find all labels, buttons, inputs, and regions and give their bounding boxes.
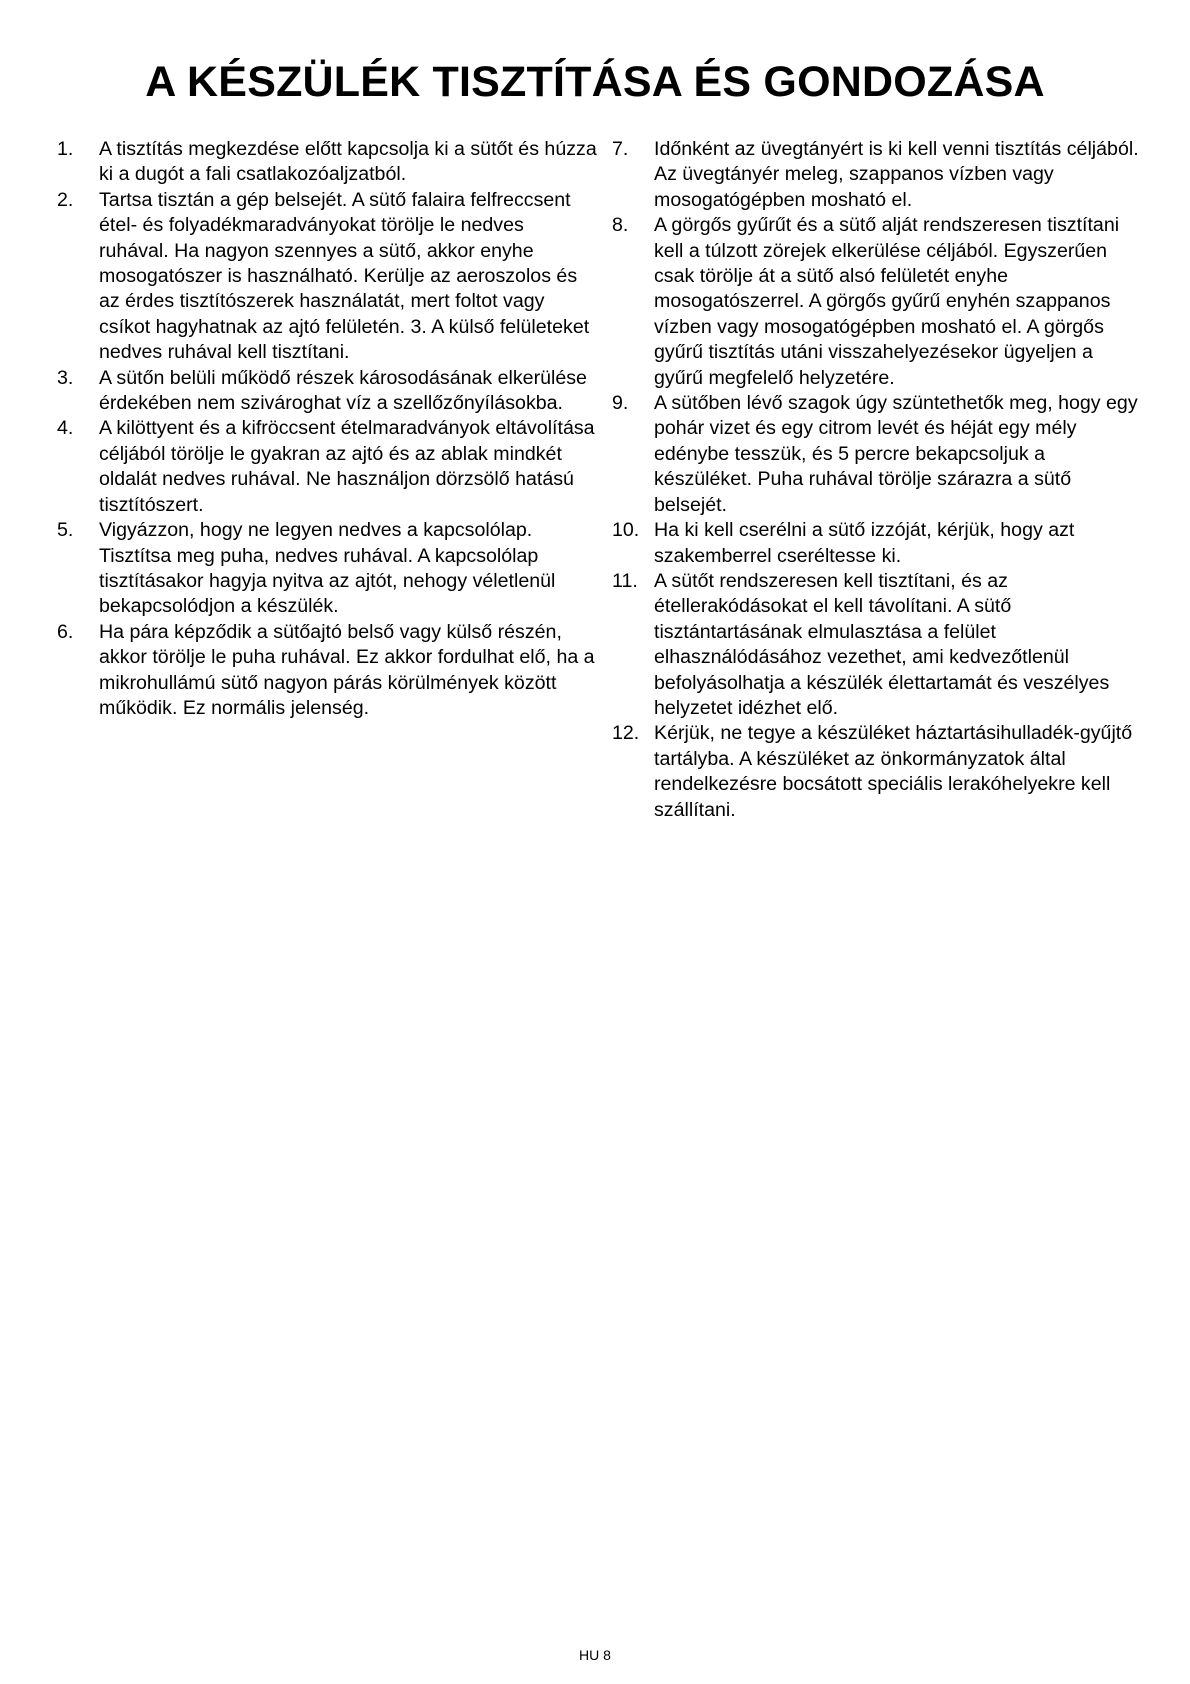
item-number: 8. xyxy=(612,214,629,237)
item-text: A sütőben lévő szagok úgy szüntethetők meg, hogy egy pohár vizet és egy citrom levét és héját egy mély edénybe tesszük, és 5 percre bekapcsoljuk a készüléket. Puha ruhával törölje szárazra a sütő belsejét. xyxy=(654,392,1138,516)
list-item xyxy=(57,620,597,722)
item-text: A görgős gyűrűt és a sütő alját rendszeresen tisztítani kell a túlzott zörejek elkerülése céljából. Egyszerűen csak törölje át a sütő alsó felületét enyhe mosogatószerrel. A görgős gyűrű enyhén szappanos vízben vagy mosogatógépben mosható el. A görgős gyűrű tisztítás utáni visszahelyezésekor ügyeljen a gyűrű megfelelő helyzetére. xyxy=(654,214,1120,389)
item-number: 10. xyxy=(612,519,640,542)
item-text: Ha ki kell cserélni a sütő izzóját, kérjük, hogy azt szakemberrel cseréltesse ki. xyxy=(654,519,1075,567)
list-item xyxy=(57,366,597,417)
item-number: 7. xyxy=(612,138,629,160)
item-number: 9. xyxy=(612,392,629,415)
item-text: Ha pára képződik a sütőajtó belső vagy külső részén, akkor törölje le puha ruhával. Ez akkor fordulhat elő, ha a mikrohullámú sütő nagyon párás körülmények között működik. Ez normális jelenség. xyxy=(99,620,595,719)
item-text: A sütőt rendszeresen kell tisztítani, és az étellerakódásokat el kell távolítani. A sütő tisztántartásának elmulasztása a felület elhasználódásához vezethet, ami kedvezőtlenül befolyásolhatja a készülék élettartamát és veszélyes helyzetet idézhet elő. xyxy=(654,569,1110,719)
item-text: A kilöttyent és a kifröccsent ételmaradványok eltávolítása céljából törölje le gyakran az ajtó és az ablak mindkét oldalát nedves ruhával. Ne használjon dörzsölő hatású tisztítószert. xyxy=(99,417,595,516)
item-number: 2. xyxy=(57,188,74,211)
list-item xyxy=(612,518,1142,569)
item-number: 3. xyxy=(57,366,74,389)
list-item xyxy=(57,137,597,188)
list-item xyxy=(612,569,1142,721)
list-item xyxy=(612,391,1142,518)
list-item xyxy=(612,721,1142,823)
item-text: Időnként az üvegtányért is ki kell venni tisztítás céljából. Az üvegtányér meleg, szappanos vízben vagy mosogatógépben mosható el. xyxy=(654,138,1139,211)
item-text: Tartsa tisztán a gép belsejét. A sütő falaira felfreccsent étel- és folyadékmaradványokat törölje le nedves ruhával. Ha nagyon szennyes a sütő, akkor enyhe mosogatószer is használható. Kerülje az aeroszolos és az érdes tisztítószerek használatát, mert foltot vagy csíkot hagyhatnak az ajtó felületén. 3. A külső felületeket nedves ruhával kell tisztítani. xyxy=(99,188,590,364)
item-text: Kérjük, ne tegye a készüléket háztartásihulladék-gyűjtő tartályba. A készüléket az önkormányzatok által rendelkezésre bocsátott speciális lerakóhelyekre kell szállítani. xyxy=(654,722,1133,821)
list-item xyxy=(57,188,597,366)
item-number: 5. xyxy=(57,519,74,542)
page-title: A KÉSZÜLÉK TISZTÍTÁSA ÉS GONDOZÁSA xyxy=(145,58,1045,106)
list-item xyxy=(612,137,1142,213)
item-number: 6. xyxy=(57,620,74,643)
item-text: A tisztítás megkezdése előtt kapcsolja ki a sütőt és húzza ki a dugót a fali csatlakozóaljzatból. xyxy=(99,138,597,186)
list-item xyxy=(57,416,597,518)
item-number: 11. xyxy=(612,569,638,592)
list-item xyxy=(57,518,597,620)
item-number: 4. xyxy=(57,417,74,440)
list-item xyxy=(612,213,1142,391)
item-text: A sütőn belüli működő részek károsodásának elkerülése érdekében nem szivároghat víz a szellőzőnyílásokba. xyxy=(99,366,587,415)
page-number: HU 8 xyxy=(579,1647,611,1663)
item-text: Vigyázzon, hogy ne legyen nedves a kapcsolólap. Tisztítsa meg puha, nedves ruhával. A kapcsolólap tisztításakor hagyja nyitva az ajtót, nehogy véletlenül bekapcsolódjon a készülék. xyxy=(99,519,556,618)
item-number: 1. xyxy=(57,138,74,160)
instruction-list-left xyxy=(57,137,597,721)
instruction-list-right xyxy=(612,137,1142,823)
item-number: 12. xyxy=(612,722,640,745)
